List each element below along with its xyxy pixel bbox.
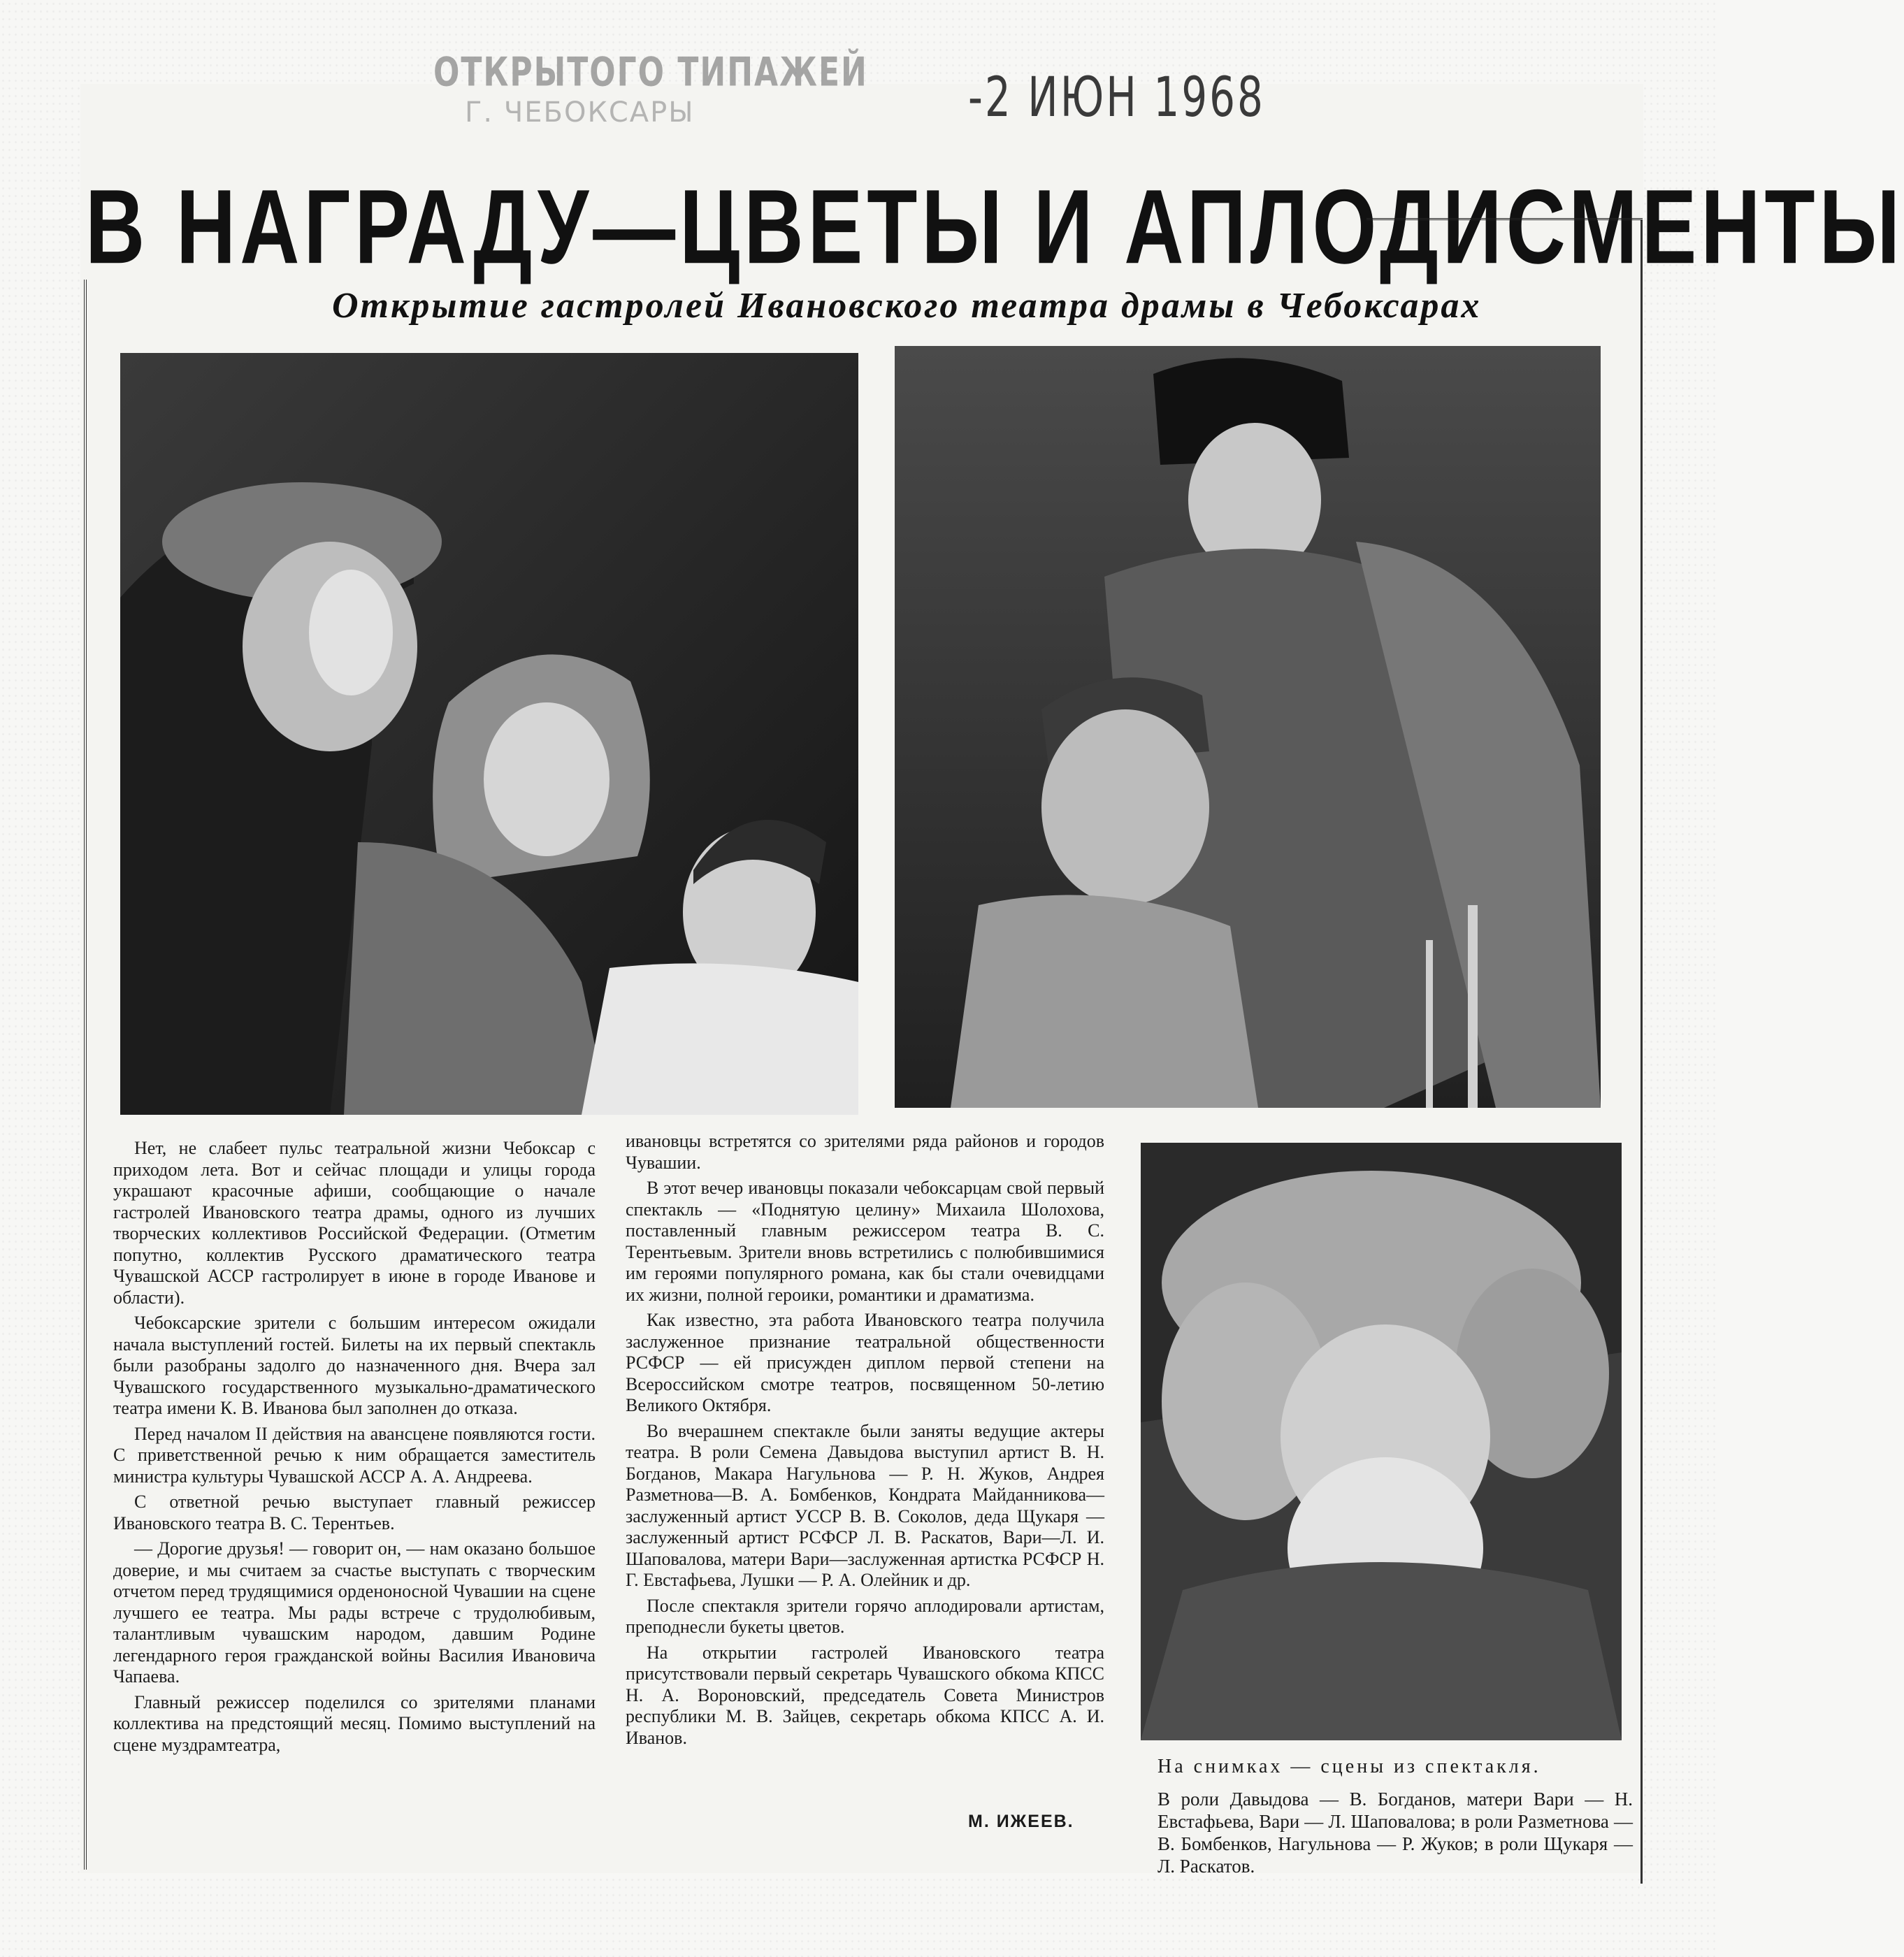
- photo-caption-text: В роли Давыдова — В. Богданов, матери Вари — Н. Евстафьева, Вари — Л. Шаповалова; в роли Разметнова — В. Бомбенков, Нагульнова — Р. Жуков; в роли Щукаря — Л. Раскатов.: [1157, 1789, 1633, 1877]
- article-paragraph: Перед началом II действия на авансцене появляются гости. С приветственной речью к ним обращается заместитель министра культуры Чувашской АССР А. А. Андреева.: [113, 1423, 596, 1487]
- article-paragraph: Чебоксарские зрители с большим интересом ожидали начала выступлений гостей. Билеты на их первый спектакль были разобраны задолго до назначенного дня. Вчера зал Чувашского государственного музыкально-драматического театра имени К. В. Иванова был заполнен до отказа.: [113, 1313, 596, 1418]
- archive-stamp-line1: ОТКРЫТОГО ТИПАЖЕЙ: [433, 49, 868, 96]
- author-signature: М. ИЖЕЕВ.: [968, 1812, 1074, 1831]
- photo-scene-three-actors: [120, 353, 858, 1115]
- rule-left: [84, 280, 87, 1870]
- headline: В НАГРАДУ—ЦВЕТЫ И АПЛОДИСМЕНТЫ: [85, 168, 1904, 287]
- photo-caption-title: На снимках — сцены из спектакля.: [1157, 1756, 1541, 1777]
- photo-scene-old-man: [1141, 1143, 1622, 1740]
- article-paragraph: Нет, не слабеет пульс театральной жизни Чебоксар с приходом лета. Вот и сейчас площади и улицы города украшают красочные афиши, сообщающие о начале гастролей Ивановского театра драмы, одного из лучших творческих коллективов Российской Федерации. (Отметим попутно, коллектив Русского драматического театра Чувашской АССР гастролирует в июне в городе Иванове и области).: [113, 1138, 596, 1308]
- rule-top: [1366, 218, 1643, 220]
- date-stamp: -2 ИЮН 1968: [968, 65, 1265, 129]
- photo-scene-two-actors: [895, 346, 1601, 1108]
- archive-stamp-line2: Г. ЧЕБОКСАРЫ: [465, 96, 695, 129]
- article-paragraph: Главный режиссер поделился со зрителями планами коллектива на предстоящий месяц. Помимо выступлений на сцене муздрамтеатра,: [113, 1691, 596, 1755]
- article-paragraph: ивановцы встретятся со зрителями ряда районов и городов Чувашии.: [626, 1131, 1104, 1173]
- article-paragraph: После спектакля зрители горячо аплодировали артистам, преподнесли букеты цветов.: [626, 1595, 1104, 1637]
- article-paragraph: — Дорогие друзья! — говорит он, — нам оказано большое доверие, и мы считаем за счастье выступать с творческим отчетом перед трудящимися орденоносной Чувашии на сцене лучшего ее театра. Мы рады встрече с трудолюбивым, талантливым чувашским народом, давшим Родине легендарного героя гражданской войны Василия Ивановича Чапаева.: [113, 1538, 596, 1687]
- article-paragraph: Во вчерашнем спектакле были заняты ведущие актеры театра. В роли Семена Давыдова выступил артист В. Н. Богданов, Макара Нагульнова — Р. Н. Жуков, Андрея Разметнова—В. А. Бомбенков, Кондрата Майданникова—заслуженный артист УССР В. В. Соколов, деда Щукаря — заслуженный артист РСФСР Л. В. Раскатов, Вари—Л. И. Шаповалова, матери Вари—заслуженная артистка РСФСР Н. Г. Евстафьева, Лушки — Р. А. Олейник и др.: [626, 1420, 1104, 1590]
- article-column-2: [626, 1131, 1104, 1753]
- article-paragraph: Как известно, эта работа Ивановского театра получила заслуженное признание театральной общественности РСФСР — ей присужден диплом первой степени на Всероссийском смотре театров, посвященном 50-летию Великого Октября.: [626, 1310, 1104, 1415]
- rule-right: [1640, 220, 1643, 1884]
- subheadline: Открытие гастролей Ивановского театра драмы в Чебоксарах: [332, 286, 1482, 326]
- article-column-1: [113, 1138, 596, 1760]
- article-paragraph: На открытии гастролей Ивановского театра присутствовали первый секретарь Чувашского обкома КПСС Н. А. Вороновский, председатель Совета Министров республики М. В. Зайцев, секретарь обкома КПСС А. И. Иванов.: [626, 1642, 1104, 1748]
- article-paragraph: С ответной речью выступает главный режиссер Ивановского театра В. С. Терентьев.: [113, 1492, 596, 1533]
- article-paragraph: В этот вечер ивановцы показали чебоксарцам свой первый спектакль — «Поднятую целину» Михаила Шолохова, поставленный главным режиссером театра В. С. Терентьевым. Зрители вновь встретились с полюбившимися им героями популярного романа, как бы стали очевидцами их жизни, полной героики, романтики и драматизма.: [626, 1178, 1104, 1305]
